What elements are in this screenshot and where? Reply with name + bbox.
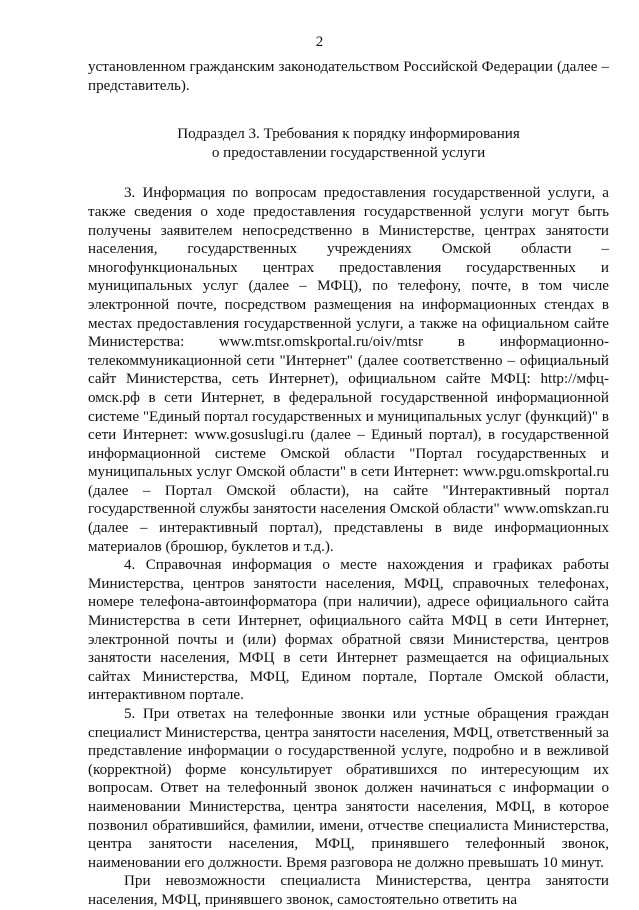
- paragraph-5: 5. При ответах на телефонные звонки или устные обращения граждан специалист Министерства, центра занятости населения, МФЦ, ответственный за представление информации о государственной услуге, подробно и в вежливой (корректной) форме консультирует обратившихся по интересующим их вопросам. Ответ на телефонный звонок должен начинаться с информации о наименовании Министерства, центра занятости населения, МФЦ, в которое позвонил обратившийся, фамилии, имени, отчестве специалиста Министерства, центра занятости населения, МФЦ, принявшего телефонный звонок, наименовании его должности. Время разговора не должно превышать 10 минут.: [88, 706, 609, 871]
- section-title-line-2: о предоставлении государственной услуги: [211, 144, 486, 161]
- section-title-line-1: Подраздел 3. Требования к порядку информирования: [177, 126, 520, 143]
- document-body: [88, 58, 609, 910]
- section-title: [88, 125, 609, 162]
- paragraph-3: 3. Информация по вопросам предоставления государственной услуги, а также сведения о ходе предоставления государственной услуги могут быть получены заявителем непосредственно в Министерстве, центрах занятости населения, государственных учреждениях Омской области – многофункциональных центрах предоставления государственных и муниципальных услуг (далее – МФЦ), по телефону, почте, в том числе электронной почте, посредством размещения на информационных стендах в местах предоставления государственной услуги, а также на официальном сайте Министерства: www.mtsr.omskportal.ru/oiv/mtsr в информационно-телекоммуникационной сети "Интернет" (далее соответственно – официальный сайт Министерства, сеть Интернет), официальном сайте МФЦ: http://мфц-омск.рф в сети Интернет, в федеральной государственной информационной системе "Единый портал государственных и муниципальных услуг (функций)" в сети Интернет: www.gosuslugi.ru (далее – Единый портал), в государственной информационной системе Омской области "Портал государственных и муниципальных услуг Омской области" в сети Интернет: www.pgu.omskportal.ru (далее – Портал Омской области), на сайте "Интерактивный портал государственной службы занятости населения Омской области" www.omskzan.ru (далее – интерактивный портал), представлены в виде информационных материалов (брошюр, буклетов и т.д.).: [88, 185, 609, 555]
- intro-paragraph: установленном гражданским законодательством Российской Федерации (далее – представитель).: [88, 59, 609, 94]
- paragraph-4: 4. Справочная информация о месте нахождения и графиках работы Министерства, центров занятости населения, МФЦ, справочных телефонах, номере телефона-автоинформатора (при наличии), адресе официального сайта Министерства в сети Интернет, официального сайта МФЦ в сети Интернет, электронной почты и (или) формах обратной связи Министерства, центров занятости населения, МФЦ в сети Интернет размещается на официальных сайтах Министерства, МФЦ, Едином портале, Портале Омской области, интерактивном портале.: [88, 557, 609, 704]
- page-number: 2: [315, 34, 324, 50]
- paragraph-continuation: При невозможности специалиста Министерства, центра занятости населения, МФЦ, принявшего звонок, самостоятельно ответить на: [88, 873, 609, 908]
